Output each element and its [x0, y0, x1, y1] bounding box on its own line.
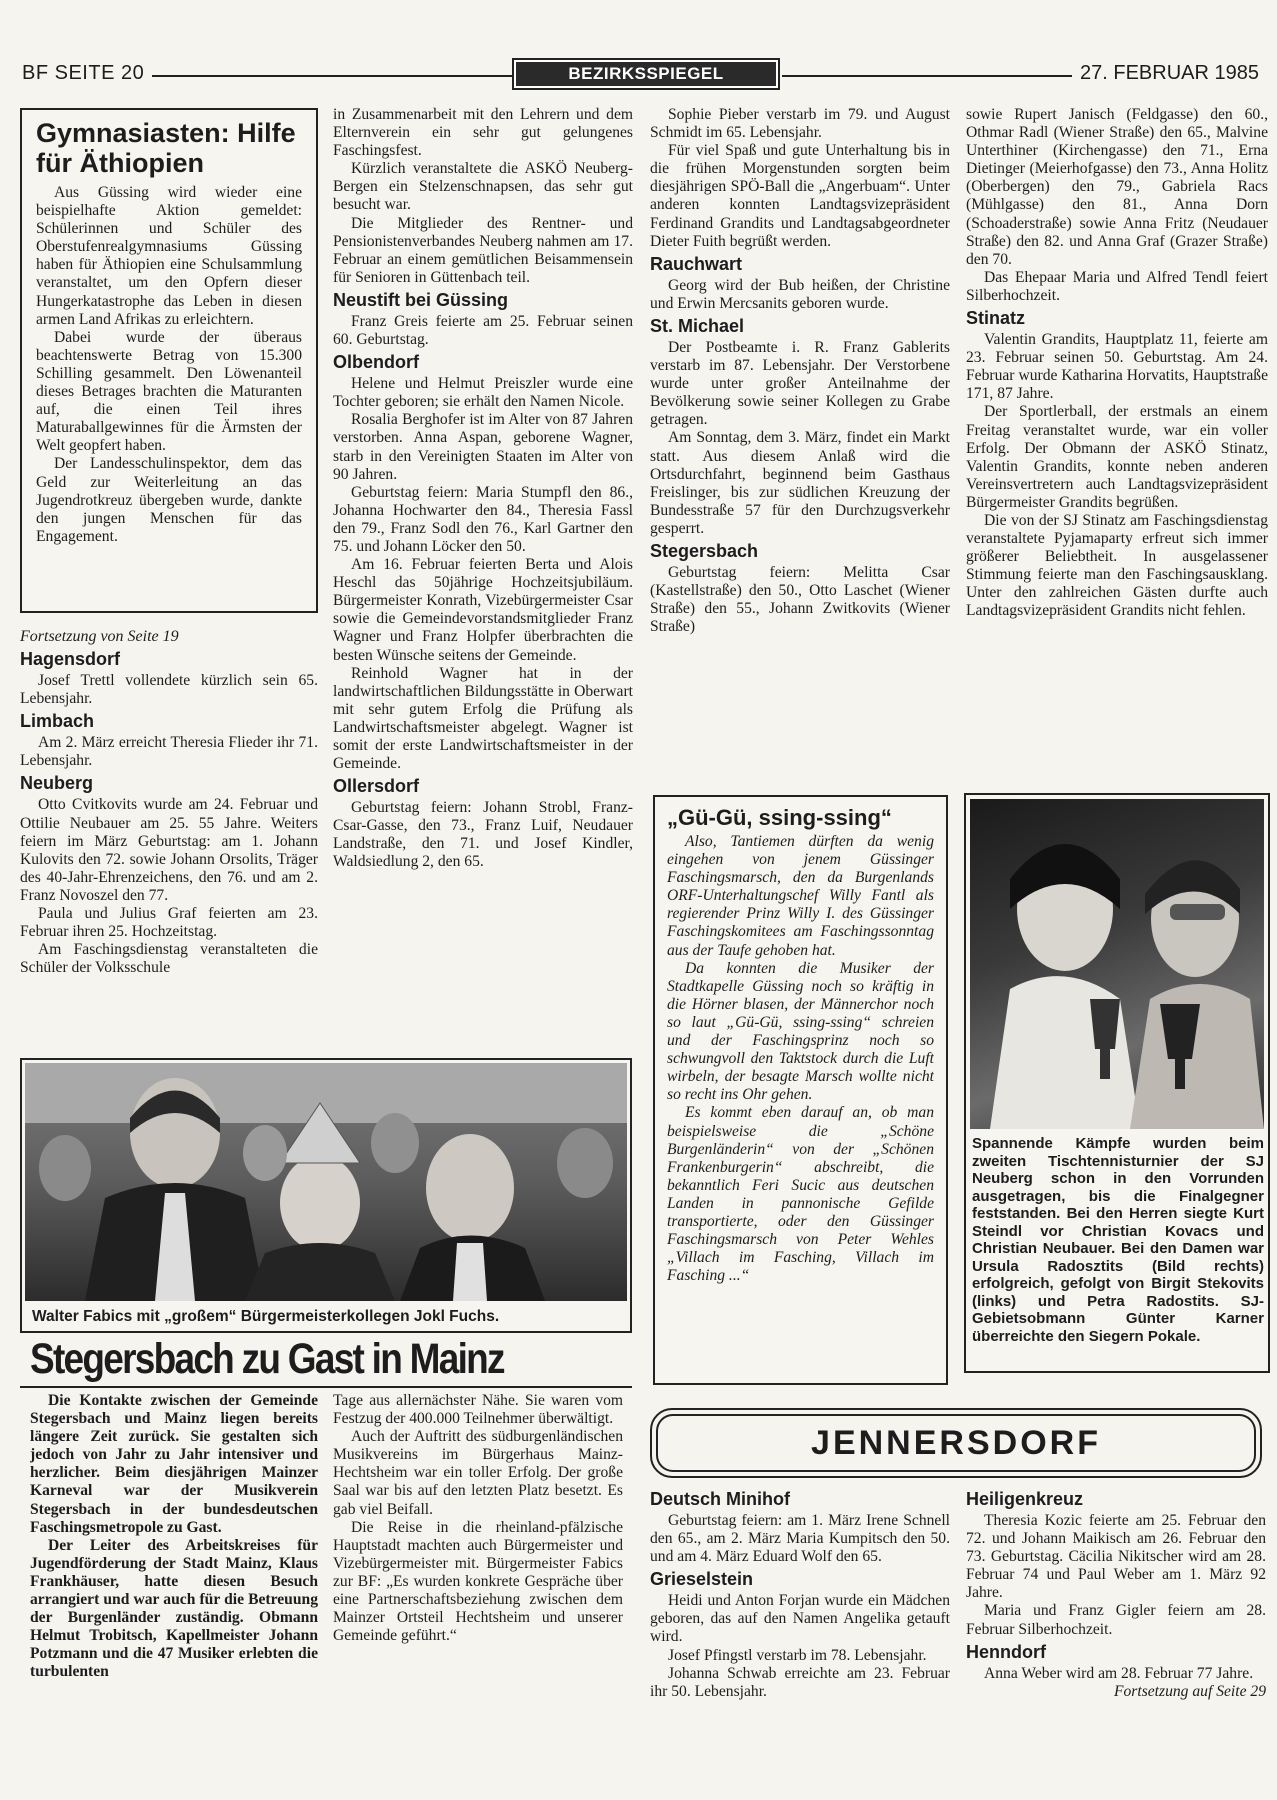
aethiopien-para-3: Der Landesschulinspektor, dem das Geld zur Weiterleitung an das Jugendrotkreuz übergeben wurde, dankte den jungen Menschen für das Engagement. [36, 455, 302, 545]
gugu-para-3: Es kommt eben darauf an, ob man beispielsweise die „Schöne Burgenländerin“ von der „Schönen Frankenburgerin“ abschreibt, die bekanntlich Feri Sucic aus deutschen Landen in pannonische Gefilde transportierte, oder den Güssinger Faschingsmarsch von Peter Wehles „Villach im Fasching, Villach im Fasching ...“ [667, 1104, 934, 1285]
tabletennis-photo-image [970, 799, 1264, 1129]
heading-stinatz: Stinatz [966, 308, 1026, 329]
mainz-para-4: Auch der Auftritt des südburgenländischen Musikvereins im Bürgerhaus Mainz-Hechtsheim war ein toller Erfolg. Der große Saal war bis auf den letzten Platz besetzt. Es gab viel Beifall. [333, 1428, 623, 1518]
para-henndorf: Anna Weber wird am 28. Februar 77 Jahre. [984, 1664, 1254, 1682]
para-st-michael-2: Am Sonntag, dem 3. März, findet ein Markt statt. Aus diesem Anlaß wird die Ortsdurchfahrt, beginnend beim Gasthaus Freislinger, bis zur südlichen Kreuzung der Bundesstraße 57 für den Durchzugsverkehr gesperrt. [650, 429, 950, 537]
para-heiligenkreuz-2: Maria und Franz Gigler feiern am 28. Februar Silberhochzeit. [966, 1602, 1266, 1638]
mainz-photo-image [25, 1063, 627, 1301]
para-deutsch-minihof: Geburtstag feiern: am 1. März Irene Schnell den 65., am 2. März Maria Kumpitsch den 50. und am 4. März Eduard Wolf den 65. [650, 1512, 950, 1566]
para-ollersdorf: Geburtstag feiern: Johann Strobl, Franz-Csar-Gasse, den 73., Franz Luif, Neudauer Landstraße, den 71. und Josef Kindler, Waldsiedlung 2, den 65. [333, 799, 633, 871]
jennersdorf-banner [650, 1408, 1262, 1478]
aethiopien-para-1: Aus Güssing wird wieder eine beispielhafte Aktion gemeldet: Schülerinnen und Schüler des Oberstufenrealgymnasiums Güssing haben für Äthiopien eine Schulsammlung veranstaltet, um den Opfern dieser Hungerkatastrophe das Leben in diesen armen Land Afrikas zu erleichtern. [36, 184, 302, 328]
heading-neustift: Neustift bei Güssing [333, 289, 509, 310]
gugu-para-1: Also, Tantiemen dürften da wenig eingehen von jenem Güssinger Faschingsmarsch, den da Burgenlands ORF-Unterhaltungschef Willy Fantl als regierender Prinz Willy I. des Güssinger Faschingskomitees am Faschingssonntag aus der Taufe gehoben hat. [667, 833, 934, 959]
para-olbendorf-1: Helene und Helmut Preiszler wurde eine Tochter geboren; sie erhält den Namen Nicole. [333, 375, 633, 411]
para-neuberg-2: Paula und Julius Graf feierten am 23. Februar ihren 25. Hochzeitstag. [20, 905, 318, 941]
para-stinatz-1: Valentin Grandits, Hauptplatz 11, feierte am 23. Februar seinen 50. Geburtstag. Am 24. Februar wurde Katharina Horvatits, Hauptstraße 171, 87 Jahre. [966, 331, 1268, 403]
aethiopien-text [36, 184, 302, 546]
col3-para-2: Für viel Spaß und gute Unterhaltung bis in die frühen Morgenstunden sorgten beim diesjährigen SPÖ-Ball die „Angerbuam“. Unter anderen konnten Landtagsvizepräsident Ferdinand Grandits und Landtagsabgeordneter Dieter Fuith begrüßt werden. [650, 142, 950, 250]
tabletennis-photo-box [964, 793, 1270, 1373]
heading-stegersbach: Stegersbach [650, 540, 759, 561]
heading-limbach: Limbach [20, 711, 95, 732]
col2-para-1: in Zusammenarbeit mit den Lehrern und dem Elternverein ein sehr gut gelungenes Faschingsfest. [333, 106, 633, 160]
heading-deutsch-minihof: Deutsch Minihof [650, 1489, 790, 1509]
page-header [0, 0, 1277, 100]
para-limbach: Am 2. März erreicht Theresia Flieder ihr 71. Lebensjahr. [20, 734, 318, 770]
tabletennis-caption: Spannende Kämpfe wurden beim zweiten Tischtennisturnier der SJ Neuberg schon in den Vorrunden ausgetragen, bis die Finalgegner feststanden. Bei den Herren siegte Kurt Steindl vor Christian Kovacs und Christian Neubauer. Bei den Damen war Ursula Radosztits (Bild rechts) erfolgreich, gefolgt von Birgit Stekovits (links) und Petra Radostits. SJ-Gebietsobmann Günter Karner überreichte den Siegern Pokale. [972, 1135, 1264, 1345]
para-grieselstein-2: Josef Pfingstl verstarb im 78. Lebensjahr. [668, 1646, 927, 1664]
para-stegersbach: Geburtstag feiern: Melitta Csar (Kastellstraße) den 50., Otto Laschet (Wiener Straße) den 55., Johann Zwitkovits (Wiener Straße) [650, 563, 950, 636]
gugu-title: „Gü-Gü, ssing-ssing“ [667, 805, 892, 830]
para-olbendorf-3: Geburtstag feiern: Maria Stumpfl den 86., Johanna Hochwarter den 84., Theresia Fassl den 79., Franz Sodl den 76., Karl Gartner den 75. und Johann Löcker den 50. [333, 483, 633, 555]
mainz-photo-box [20, 1058, 632, 1333]
col3-para-1: Sophie Pieber verstarb im 79. und August Schmidt im 65. Lebensjahr. [650, 106, 950, 142]
header-date: 27. FEBRUAR 1985 [1080, 62, 1259, 84]
column-3-news [650, 106, 950, 786]
mainz-headline-rule [20, 1386, 632, 1388]
para-st-michael-1: Der Postbeamte i. R. Franz Gablerits verstarb im 87. Lebensjahr. Der Verstorbene wurde unter großer Anteilnahme der Bevölkerung sowie seiner Kollegen zu Grabe getragen. [650, 338, 950, 429]
para-neuberg-3: Am Faschingsdienstag veranstalteten die Schüler der Volksschule [20, 941, 318, 977]
header-section-title: BEZIRKSSPIEGEL [516, 62, 776, 86]
col2-para-2: Kürzlich veranstaltete die ASKÖ Neuberg-Bergen ein Stelzenschnapsen, das sehr gut besucht war. [333, 160, 633, 214]
jennersdorf-column-1 [650, 1486, 950, 1756]
heading-heiligenkreuz: Heiligenkreuz [966, 1489, 1084, 1509]
aethiopien-article-box [20, 108, 318, 613]
aethiopien-para-2: Dabei wurde der überaus beachtenswerte Betrag von 15.300 Schilling gesammelt. Den Löwenanteil dieses Betrages brachten die Maturanten auf, die einen Teil ihres Maturaballgewinnes für die Ärmsten der Welt geopfert haben. [36, 328, 302, 455]
para-hagensdorf: Josef Trettl vollendete kürzlich sein 65. Lebensjahr. [20, 672, 318, 708]
col2-para-3: Die Mitglieder des Rentner- und Pensionistenverbandes Neuberg nahmen am 17. Februar an einem gemütlichen Beisammensein für Senioren in Güttenbach teil. [333, 214, 633, 286]
column-2-news [333, 106, 633, 1046]
para-grieselstein-3: Johanna Schwab erreichte am 23. Februar ihr 50. Lebensjahr. [650, 1664, 950, 1700]
para-rauchwart: Georg wird der Bub heißen, der Christine und Erwin Mercsanits geboren wurde. [650, 276, 950, 312]
mainz-column-2 [333, 1392, 623, 1752]
para-neuberg-1: Otto Cvitkovits wurde am 24. Februar und Ottilie Neubauer am 25. 55 Jahre. Weiters feiern im März Geburtstag: am 1. Johann Kulovits den 72. sowie Johann Orsolits, Träger des 40-Jahr-Ehrenzeichens, den 76. und am 2. Franz Novoszel den 77. [20, 796, 318, 904]
continuation-note: Fortsetzung von Seite 19 [20, 628, 179, 645]
col4-para-1: sowie Rupert Janisch (Feldgasse) den 60., Othmar Radl (Wiener Straße) den 65., Malvine Unterthiner (Kirchengasse) den 71., Erna Dietinger (Meierhofgasse) den 73., Anna Holitz (Oberbergen) den 79., Gabriela Racs (Mühlgasse) den 81., Anna Dorn (Schoaderstraße) sowie Anna Fritz (Neudauer Straße) den 82. und Anna Graf (Grazer Straße) den 70. [966, 106, 1268, 268]
header-page-number: BF SEITE 20 [22, 62, 145, 84]
column-4-news [966, 106, 1268, 786]
mainz-headline: Stegersbach zu Gast in Mainz [30, 1335, 504, 1383]
mainz-photo [25, 1063, 627, 1301]
heading-olbendorf: Olbendorf [333, 352, 419, 373]
heading-henndorf: Henndorf [966, 1641, 1046, 1662]
header-rule-left [152, 75, 512, 77]
para-grieselstein-1: Heidi und Anton Forjan wurde ein Mädchen geboren, das auf den Namen Angelika getauft wird. [650, 1592, 950, 1646]
gugu-para-2: Da konnten die Musiker der Stadtkapelle Güssing noch so kräftig in die Hörner blasen, der Männerchor noch so laut „Gü-Gü, ssing-ssing“ schreien und der Faschingsprinz noch so schwungvoll den Taktstock durch die Luft wirbeln, der besagte Marsch wollte nicht so recht ins Ohr gehen. [667, 959, 934, 1104]
mainz-photo-caption: Walter Fabics mit „großem“ Bürgermeisterkollegen Jokl Fuchs. [32, 1308, 500, 1325]
para-stinatz-2: Der Sportlerball, der erstmals an einem Freitag veranstaltet wurde, war ein voller Erfolg. Der Obmann der ASKÖ Stinatz, Valentin Grandits, konnte neben anderen Vereinsvertretern auch Landtagsvizepräsident Bürgermeister Grandits begrüßen. [966, 403, 1268, 511]
para-neustift: Franz Greis feierte am 25. Februar seinen 60. Geburtstag. [333, 312, 633, 349]
continuation-note-end: Fortsetzung auf Seite 29 [1113, 1682, 1266, 1700]
gugu-text [667, 833, 934, 1285]
mainz-lead: Die Kontakte zwischen der Gemeinde Stegersbach und Mainz liegen bereits längere Zeit zurück. Sie gestalten sich jedoch von Jahr zu Jahr intensiver und herzlicher. Beim diesjährigen Mainzer Karneval war der Musikverein Stegersbach in der bundesdeutschen Faschingsmetropole zu Gast. [30, 1392, 318, 1536]
tabletennis-photo [970, 799, 1264, 1129]
heading-neuberg: Neuberg [20, 773, 94, 794]
heading-hagensdorf: Hagensdorf [20, 649, 121, 670]
mainz-column-1 [30, 1392, 318, 1752]
mainz-para-2: Der Leiter des Arbeitskreises für Jugendförderung der Stadt Mainz, Klaus Frankhäuser, hatte diesen Besuch arrangiert und war auch für die Betreuung der Burgenländer zuständig. Obmann Helmut Trobitsch, Kapellmeister Johann Potzmann und die 47 Musiker erlebten die turbulenten [30, 1536, 318, 1681]
heading-ollersdorf: Ollersdorf [333, 776, 420, 797]
gugu-article-box [653, 795, 948, 1385]
para-heiligenkreuz-1: Theresia Kozic feierte am 25. Februar den 72. und Johann Maikisch am 26. Februar den 73. Geburtstag. Cäcilia Nikitscher wird am 28. Februar 74 und Paul Weber am 1. März 92 Jahre. [966, 1512, 1266, 1602]
mainz-para-3: Tage aus allernächster Nähe. Sie waren vom Festzug der 400.000 Teilnehmer überwältigt. [333, 1392, 623, 1428]
heading-st-michael: St. Michael [650, 315, 745, 336]
mainz-para-5: Die Reise in die rheinland-pfälzische Hauptstadt machten auch Bürgermeister und Vizebürgermeister mit. Bürgermeister Fabics zur BF: „Es wurden konkrete Gespräche über eine Partnerschaftsbeziehung zwischen dem Mainzer Ortsteil Hechtsheim und unserer Gemeinde geführt.“ [333, 1518, 623, 1645]
heading-rauchwart: Rauchwart [650, 253, 743, 274]
para-olbendorf-5: Reinhold Wagner hat in der landwirtschaftlichen Bildungsstätte in Oberwart mit sehr gutem Erfolg die Prüfung als Landwirtschaftsmeister abgelegt. Wagner ist somit der erste Landwirtschaftsmeister in der Gemeinde. [333, 664, 633, 773]
heading-grieselstein: Grieselstein [650, 1569, 754, 1590]
para-olbendorf-4: Am 16. Februar feierten Berta und Alois Heschl das 50jährige Hochzeitsjubiläum. Bürgermeister Konrath, Vizebürgermeister Csar sowie die Gemeindevorstandsmitglieder Franz Wagner und Franz Holpfer überbrachten die besten Wünsche seitens der Gemeinde. [333, 556, 633, 664]
column-1-news [20, 628, 318, 1048]
header-section-box [512, 58, 780, 90]
col4-para-2: Das Ehepaar Maria und Alfred Tendl feiert Silberhochzeit. [966, 268, 1268, 304]
jennersdorf-banner-title: JENNERSDORF [656, 1414, 1256, 1472]
jennersdorf-column-2 [966, 1486, 1266, 1756]
aethiopien-title: Gymnasiasten: Hilfe für Äthiopien [36, 118, 296, 178]
header-rule-right [782, 75, 1072, 77]
para-stinatz-3: Die von der SJ Stinatz am Faschingsdienstag veranstaltete Pyjamaparty erfreut sich immer größerer Beliebtheit. In ausgelassener Stimmung feierte man den Faschingsausklang. Unter den zahlreichen Gästen durfte auch Landtagsvizepräsident Grandits nicht fehlen. [966, 511, 1268, 620]
para-olbendorf-2: Rosalia Berghofer ist im Alter von 87 Jahren verstorben. Anna Aspan, geborene Wagner, starb in den Vereinigten Staaten im Alter von 90 Jahren. [333, 411, 633, 483]
